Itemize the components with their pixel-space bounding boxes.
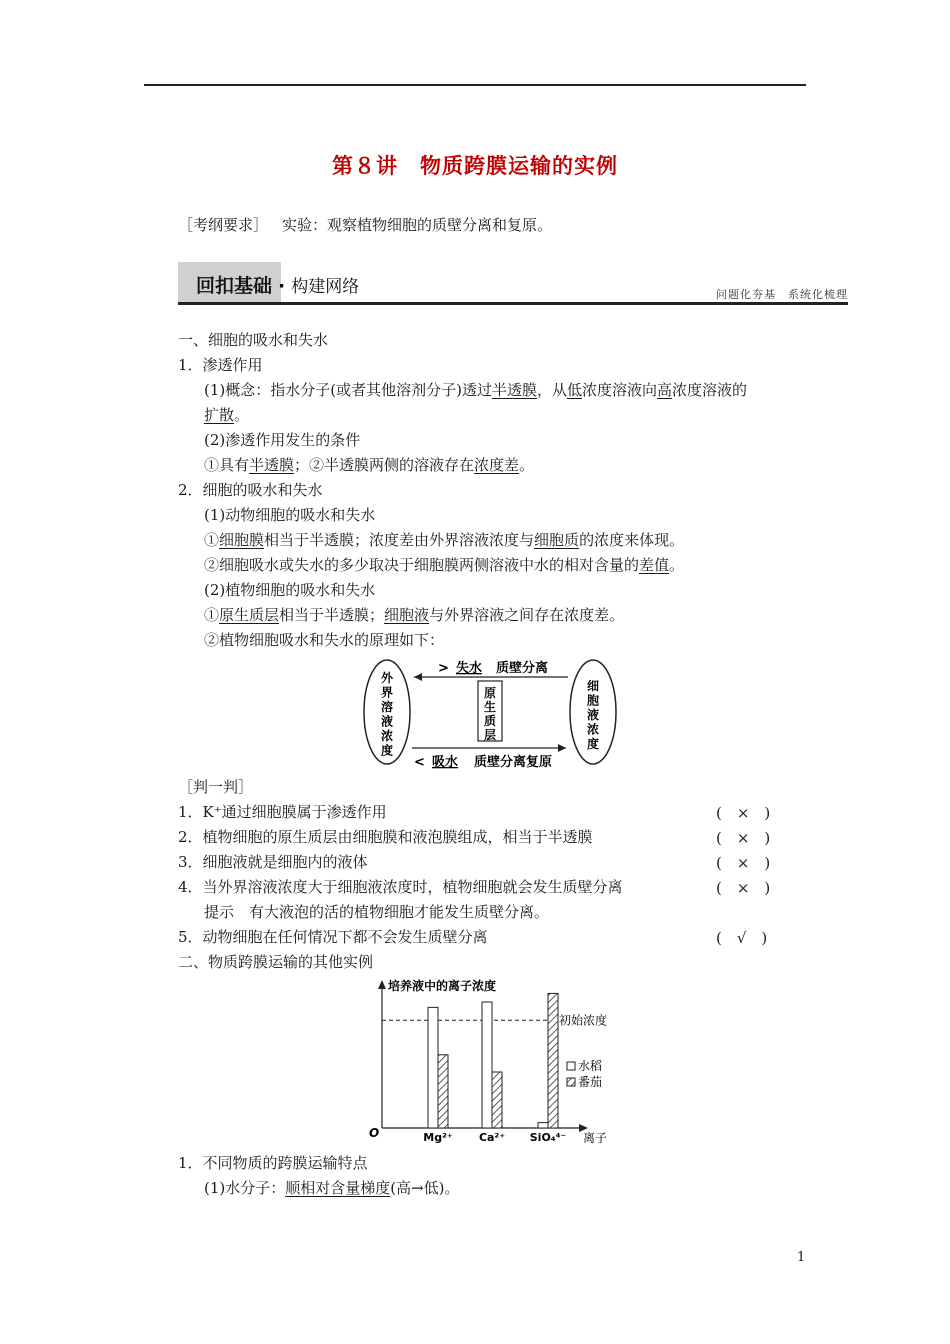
bar-rice-2 — [538, 1123, 548, 1128]
bottom-relation-sign: < — [414, 755, 425, 770]
diag-mid-char: 层 — [483, 728, 497, 742]
text-run: 。 — [234, 406, 250, 424]
diag-left-char: 界 — [380, 685, 394, 700]
judge-mark-3: ( × ) — [716, 854, 771, 872]
answer-blank: 扩散 — [204, 406, 235, 424]
y-axis-arrow — [378, 980, 386, 989]
s2-item1: 1．不同物质的跨膜运输特点 — [178, 1154, 368, 1172]
text-run: 与外界溶液之间存在浓度差。 — [429, 606, 625, 624]
legend-label-rice: 水稻 — [578, 1059, 603, 1073]
banner-rule — [178, 302, 848, 305]
diag-left-char: 浓 — [380, 729, 394, 743]
osmosis-concept-cont — [204, 405, 249, 425]
judge-mark-4: ( × ) — [716, 879, 771, 897]
section-banner — [196, 271, 359, 298]
diag-left-char: 度 — [380, 743, 394, 758]
legend-swatch-tomato — [567, 1078, 575, 1086]
banner-tagline: 问题化夯基 系统化梳理 — [716, 288, 848, 301]
answer-blank: 差值 — [639, 556, 670, 574]
diag-right-char: 液 — [586, 708, 600, 722]
diag-left-char: 外 — [380, 671, 394, 685]
diag-right-char: 胞 — [586, 693, 600, 708]
banner-main: 回扣基础 — [196, 275, 273, 297]
top-relation-sign: > — [438, 661, 449, 676]
text-run: 相当于半透膜；浓度差由外界溶液浓度与 — [264, 531, 535, 549]
plant-cell-point2: ②植物细胞吸水和失水的原理如下： — [204, 631, 445, 649]
osmosis-diagram — [360, 654, 620, 770]
s1-item1: 1．渗透作用 — [178, 356, 263, 374]
bottom-label-gain: 吸水 — [432, 755, 459, 770]
judge-item-4: 4．当外界溶液浓度大于细胞液浓度时，植物细胞就会发生质壁分离 — [178, 878, 623, 896]
judge-hint: 提示 有大液泡的活的植物细胞才能发生质壁分离。 — [204, 903, 550, 921]
category-labels — [423, 1131, 566, 1144]
judge-mark-5: ( √ ) — [716, 929, 768, 947]
arrow-head-left — [414, 673, 422, 681]
ion-concentration-chart — [362, 976, 652, 1148]
cell-sap-label — [587, 678, 599, 751]
diag-right-char: 浓 — [586, 722, 600, 737]
text-run: ②细胞吸水或失水的多少取决于细胞膜两侧溶液中水的相对含量的 — [204, 556, 640, 574]
bar-tomato-0 — [438, 1055, 448, 1128]
legend-label-tomato: 番茄 — [578, 1075, 603, 1089]
diag-mid-char: 质 — [483, 714, 497, 728]
diag-mid-char: 生 — [483, 700, 497, 714]
diag-left-char: 液 — [380, 714, 394, 729]
top-rule — [144, 84, 806, 86]
osmosis-conditions-detail — [204, 455, 534, 475]
judge-item-2: 2．植物细胞的原生质层由细胞膜和液泡膜组成，相当于半透膜 — [178, 828, 593, 846]
page-number: 1 — [797, 1250, 806, 1265]
judge-heading: ［判一判］ — [178, 778, 254, 796]
category-label-2: SiO₄⁴⁻ — [529, 1131, 567, 1144]
answer-blank: 半透膜 — [249, 456, 295, 474]
bar-group — [428, 993, 558, 1128]
bar-rice-0 — [428, 1007, 438, 1128]
diag-right-char: 度 — [586, 737, 600, 751]
bar-tomato-2 — [548, 993, 558, 1128]
diag-right-char: 细 — [586, 679, 600, 693]
animal-cell-point2 — [204, 555, 684, 575]
text-run: 浓度溶液向 — [582, 381, 658, 399]
bar-rice-1 — [482, 1002, 492, 1128]
answer-blank: 原生质层 — [219, 606, 280, 624]
diag-mid-char: 原 — [483, 686, 497, 700]
text-run: ① — [204, 531, 220, 549]
text-run: ，从 — [536, 381, 567, 399]
requirement-text: 实验：观察植物细胞的质壁分离和复原。 — [282, 216, 553, 234]
plant-cell-heading: (2)植物细胞的吸水和失水 — [204, 581, 376, 599]
top-label-plasmolysis: 质壁分离 — [496, 661, 549, 676]
answer-blank: 浓度差 — [474, 456, 520, 474]
text-run: 。 — [669, 556, 685, 574]
bottom-label-recovery: 质壁分离复原 — [474, 755, 553, 770]
text-run: ；②半透膜两侧的溶液存在 — [294, 456, 475, 474]
text-run: ①具有 — [204, 456, 250, 474]
animal-cell-heading: (1)动物细胞的吸水和失水 — [204, 506, 376, 524]
text-run: ① — [204, 606, 220, 624]
osmosis-conditions: (2)渗透作用发生的条件 — [204, 431, 361, 449]
y-axis-label: 培养液中的离子浓度 — [388, 979, 497, 993]
answer-blank: 顺相对含量梯度 — [285, 1179, 391, 1197]
plant-cell-point1 — [204, 605, 624, 625]
text-run: 。 — [519, 456, 535, 474]
water-transport — [204, 1178, 460, 1198]
text-run: (1)概念：指水分子(或者其他溶剂分子)透过 — [204, 381, 492, 399]
legend-swatch-rice — [567, 1062, 575, 1070]
judge-mark-2: ( × ) — [716, 829, 771, 847]
section1-heading: 一、细胞的吸水和失水 — [178, 331, 329, 349]
category-label-1: Ca²⁺ — [478, 1131, 506, 1144]
text-run: 相当于半透膜； — [279, 606, 385, 624]
judge-item-3: 3．细胞液就是细胞内的液体 — [178, 853, 368, 871]
answer-blank: 细胞质 — [534, 531, 580, 549]
animal-cell-point1 — [204, 530, 684, 550]
bar-tomato-1 — [492, 1072, 502, 1128]
text-run: (高→低)。 — [390, 1179, 460, 1197]
page-title: 第８讲 物质跨膜运输的实例 — [332, 154, 618, 178]
x-axis-label: 离子 — [583, 1131, 608, 1145]
answer-blank: 细胞液 — [384, 606, 430, 624]
text-run: 的浓度来体现。 — [579, 531, 685, 549]
osmosis-concept — [204, 380, 747, 400]
initial-concentration-label: 初始浓度 — [559, 1013, 608, 1028]
diag-left-char: 溶 — [380, 700, 394, 714]
judge-item-1: 1．K⁺通过细胞膜属于渗透作用 — [178, 803, 387, 821]
judge-item-5: 5．动物细胞在任何情况下都不会发生质壁分离 — [178, 928, 488, 946]
answer-blank: 半透膜 — [491, 381, 537, 399]
arrow-head-right — [558, 744, 566, 752]
answer-blank: 低 — [567, 381, 583, 399]
s1-item2: 2．细胞的吸水和失水 — [178, 481, 323, 499]
requirement-tag: ［考纲要求］ — [178, 216, 269, 234]
answer-blank: 高 — [657, 381, 673, 399]
section2-heading: 二、物质跨膜运输的其他实例 — [178, 953, 374, 971]
banner-dot: · — [278, 275, 286, 297]
category-label-0: Mg²⁺ — [423, 1131, 453, 1144]
banner-sub: 构建网络 — [291, 277, 360, 297]
text-run: (1)水分子： — [204, 1179, 286, 1197]
outer-solution-label — [381, 671, 394, 758]
text-run: 浓度溶液的 — [672, 381, 748, 399]
requirement-line — [178, 214, 552, 235]
origin-label: O — [369, 1126, 380, 1140]
answer-blank: 细胞膜 — [219, 531, 265, 549]
judge-mark-1: ( × ) — [716, 804, 771, 822]
protoplast-label — [484, 685, 496, 742]
top-label-loss: 失水 — [456, 661, 483, 676]
